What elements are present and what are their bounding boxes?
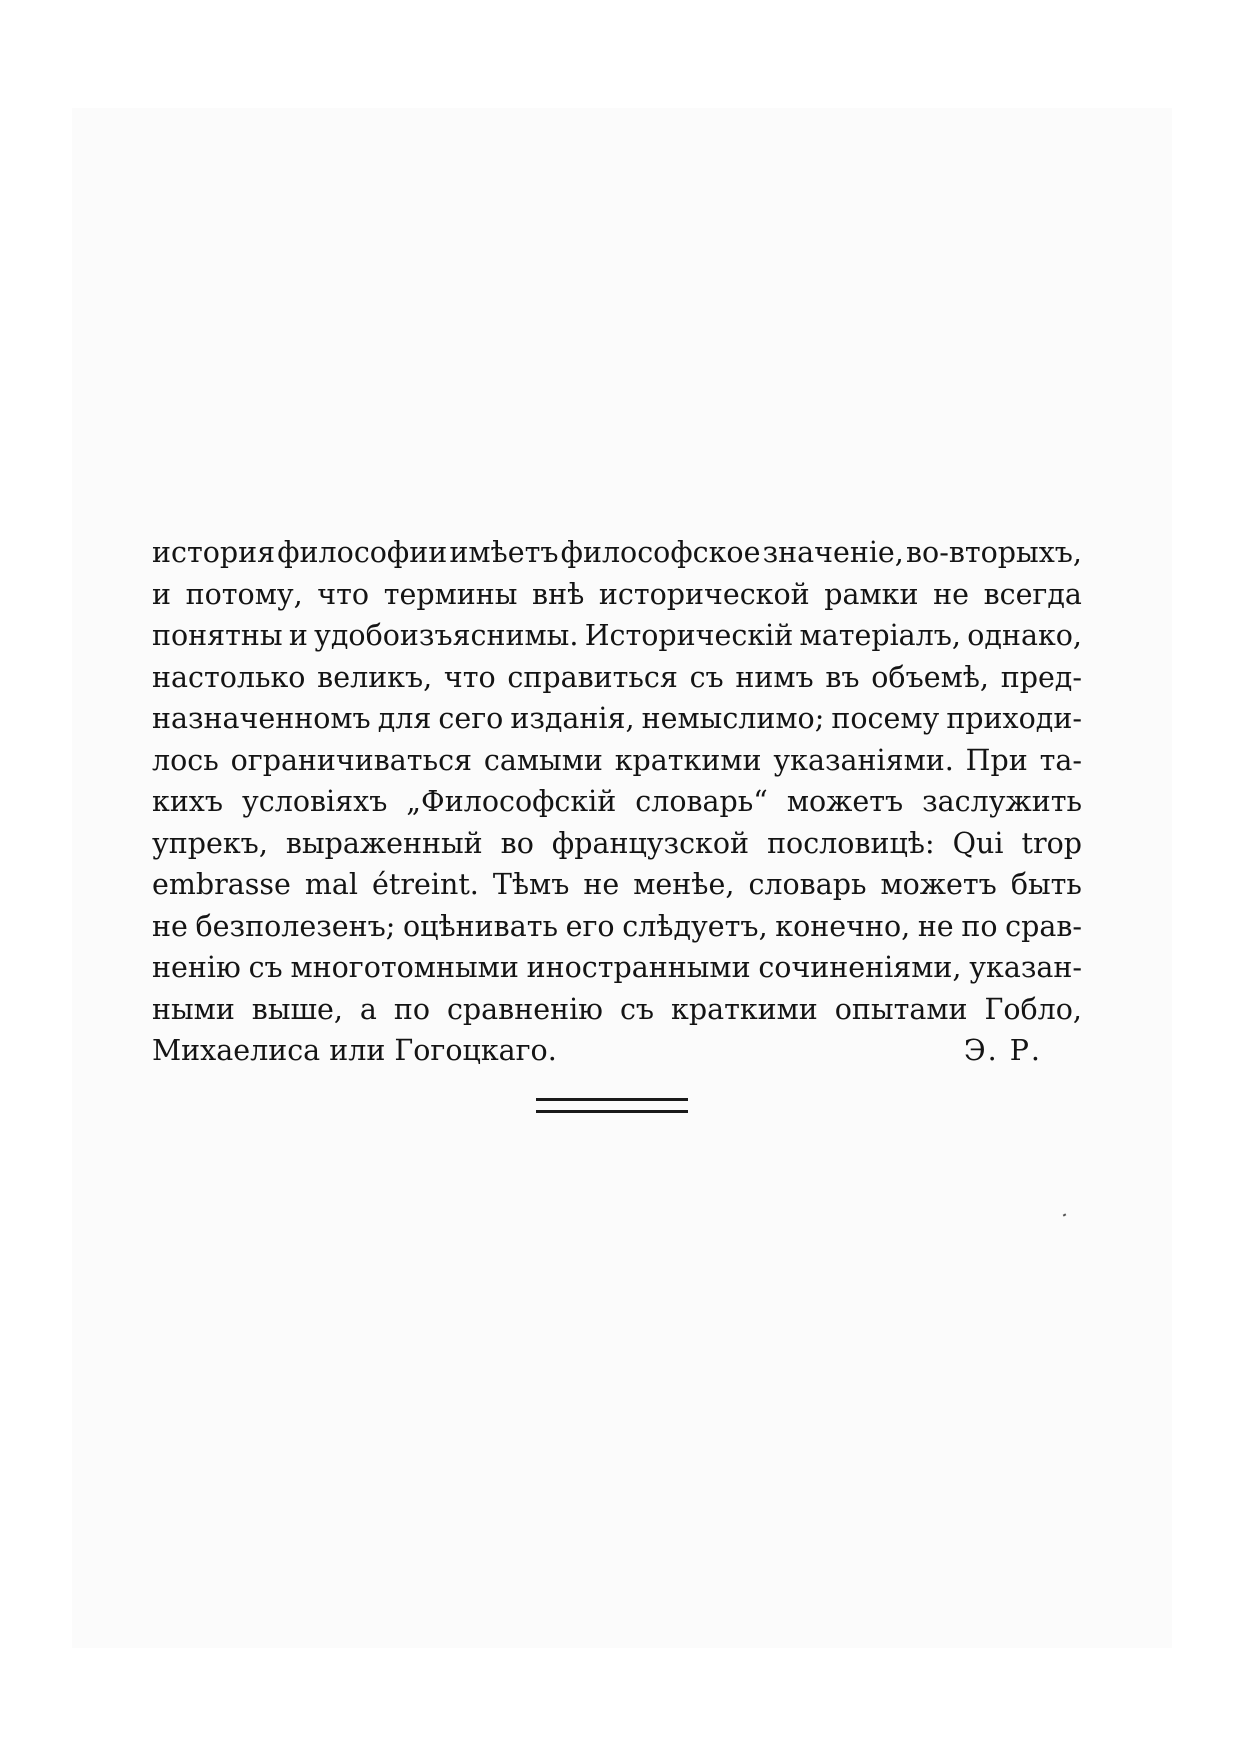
word: условiяхъ bbox=[241, 785, 388, 818]
word: для bbox=[377, 702, 432, 735]
word: во bbox=[500, 826, 534, 860]
word: пословицѣ: bbox=[767, 826, 935, 860]
word: немыслимо; bbox=[641, 702, 825, 735]
word: étreint. bbox=[372, 868, 479, 901]
text-line bbox=[152, 947, 1082, 989]
word: философии bbox=[277, 536, 448, 569]
word: рамки bbox=[824, 577, 919, 611]
last-line-text: Михаелиса или Гогоцкаго. bbox=[152, 1034, 557, 1067]
word: что bbox=[443, 660, 496, 694]
word: сего bbox=[438, 702, 504, 735]
word: заслужить bbox=[922, 785, 1082, 818]
text-line bbox=[152, 740, 1082, 782]
word: съ bbox=[619, 992, 655, 1026]
text-line bbox=[152, 615, 1082, 657]
word: понятны bbox=[152, 619, 283, 652]
word: объемѣ, bbox=[871, 660, 989, 694]
word: изданiя, bbox=[510, 702, 635, 735]
text-line bbox=[152, 989, 1082, 1031]
word: и bbox=[288, 619, 308, 652]
word: конечно, bbox=[775, 909, 911, 943]
word: въ bbox=[825, 660, 860, 694]
word: не bbox=[583, 868, 620, 901]
word: краткими bbox=[614, 743, 762, 777]
word: многотомными bbox=[290, 951, 519, 984]
word: не bbox=[152, 909, 188, 943]
word: можетъ bbox=[880, 868, 997, 901]
word: упрекъ, bbox=[152, 826, 268, 860]
word: безполезенъ; bbox=[195, 909, 396, 943]
word: срав- bbox=[1005, 909, 1082, 943]
word: имѣетъ bbox=[449, 536, 559, 569]
word: всегда bbox=[983, 577, 1082, 611]
word: справиться bbox=[507, 660, 678, 694]
word: великъ, bbox=[317, 660, 433, 694]
word: указанiями. bbox=[773, 743, 954, 777]
word: словарь“ bbox=[635, 785, 768, 818]
word: выраженный bbox=[285, 826, 483, 860]
word: по bbox=[393, 992, 431, 1026]
text-line bbox=[152, 532, 1082, 574]
text-line bbox=[152, 781, 1082, 823]
word: ненiю bbox=[152, 951, 241, 984]
word: не bbox=[933, 577, 969, 611]
word: Qui bbox=[952, 826, 1004, 860]
word: оцѣнивать bbox=[403, 909, 558, 943]
word: кихъ bbox=[152, 785, 224, 818]
word: иностранными bbox=[526, 951, 751, 984]
word: внѣ bbox=[532, 577, 585, 611]
text-line bbox=[152, 657, 1082, 699]
word: быть bbox=[1010, 868, 1082, 901]
word: съ bbox=[248, 951, 283, 984]
word: во-вторыхъ, bbox=[906, 536, 1082, 569]
word: настолько bbox=[152, 660, 306, 694]
word: менѣе, bbox=[633, 868, 735, 901]
word: нимъ bbox=[735, 660, 814, 694]
text-line-last bbox=[152, 1030, 1082, 1072]
closing-double-rule-top bbox=[536, 1098, 688, 1101]
word: удобоизъяснимы. bbox=[314, 619, 579, 652]
word: французской bbox=[551, 826, 750, 860]
closing-double-rule-bottom bbox=[536, 1110, 688, 1113]
word: та- bbox=[1039, 743, 1082, 777]
word: Историческiй bbox=[584, 619, 794, 652]
word: embrasse bbox=[152, 868, 291, 901]
word: слѣдуетъ, bbox=[622, 909, 768, 943]
word: ными bbox=[152, 992, 235, 1026]
word: Гобло, bbox=[984, 992, 1082, 1026]
word: „Философскiй bbox=[406, 785, 617, 818]
word: термины bbox=[383, 577, 518, 611]
word: mal bbox=[304, 868, 359, 901]
word: trop bbox=[1021, 826, 1082, 860]
word: не bbox=[917, 909, 954, 943]
word: пред- bbox=[1000, 660, 1082, 694]
word: приходи- bbox=[946, 702, 1082, 735]
word: и bbox=[152, 577, 171, 611]
text-line bbox=[152, 698, 1082, 740]
text-line bbox=[152, 864, 1082, 906]
text-line bbox=[152, 906, 1082, 948]
word: однако, bbox=[967, 619, 1082, 652]
word: а bbox=[359, 992, 377, 1026]
word: съ bbox=[689, 660, 724, 694]
text-line bbox=[152, 574, 1082, 616]
word: опытами bbox=[834, 992, 968, 1026]
word: словарь bbox=[748, 868, 867, 901]
word: его bbox=[565, 909, 615, 943]
word: Тѣмъ bbox=[492, 868, 570, 901]
text-line bbox=[152, 823, 1082, 865]
word: посему bbox=[831, 702, 940, 735]
author-signature: Э. Р. bbox=[963, 1034, 1042, 1067]
word: философское bbox=[560, 536, 761, 569]
word: назначенномъ bbox=[152, 702, 371, 735]
word: краткими bbox=[671, 992, 818, 1026]
word: исторической bbox=[598, 577, 810, 611]
body-paragraph bbox=[152, 532, 1082, 1072]
word: что bbox=[317, 577, 370, 611]
word: выше, bbox=[251, 992, 343, 1026]
word: по bbox=[961, 909, 998, 943]
word: матерiалъ, bbox=[799, 619, 961, 652]
word: можетъ bbox=[786, 785, 904, 818]
word: ограничиваться bbox=[230, 743, 473, 777]
word: история bbox=[152, 536, 276, 569]
word: самыми bbox=[483, 743, 603, 777]
word: значенiе, bbox=[762, 536, 904, 569]
word: потому, bbox=[185, 577, 303, 611]
word: лось bbox=[152, 743, 219, 777]
word: сочиненiями, bbox=[758, 951, 962, 984]
word: сравненiю bbox=[446, 992, 603, 1026]
word: При bbox=[965, 743, 1028, 777]
word: указан- bbox=[969, 951, 1082, 984]
